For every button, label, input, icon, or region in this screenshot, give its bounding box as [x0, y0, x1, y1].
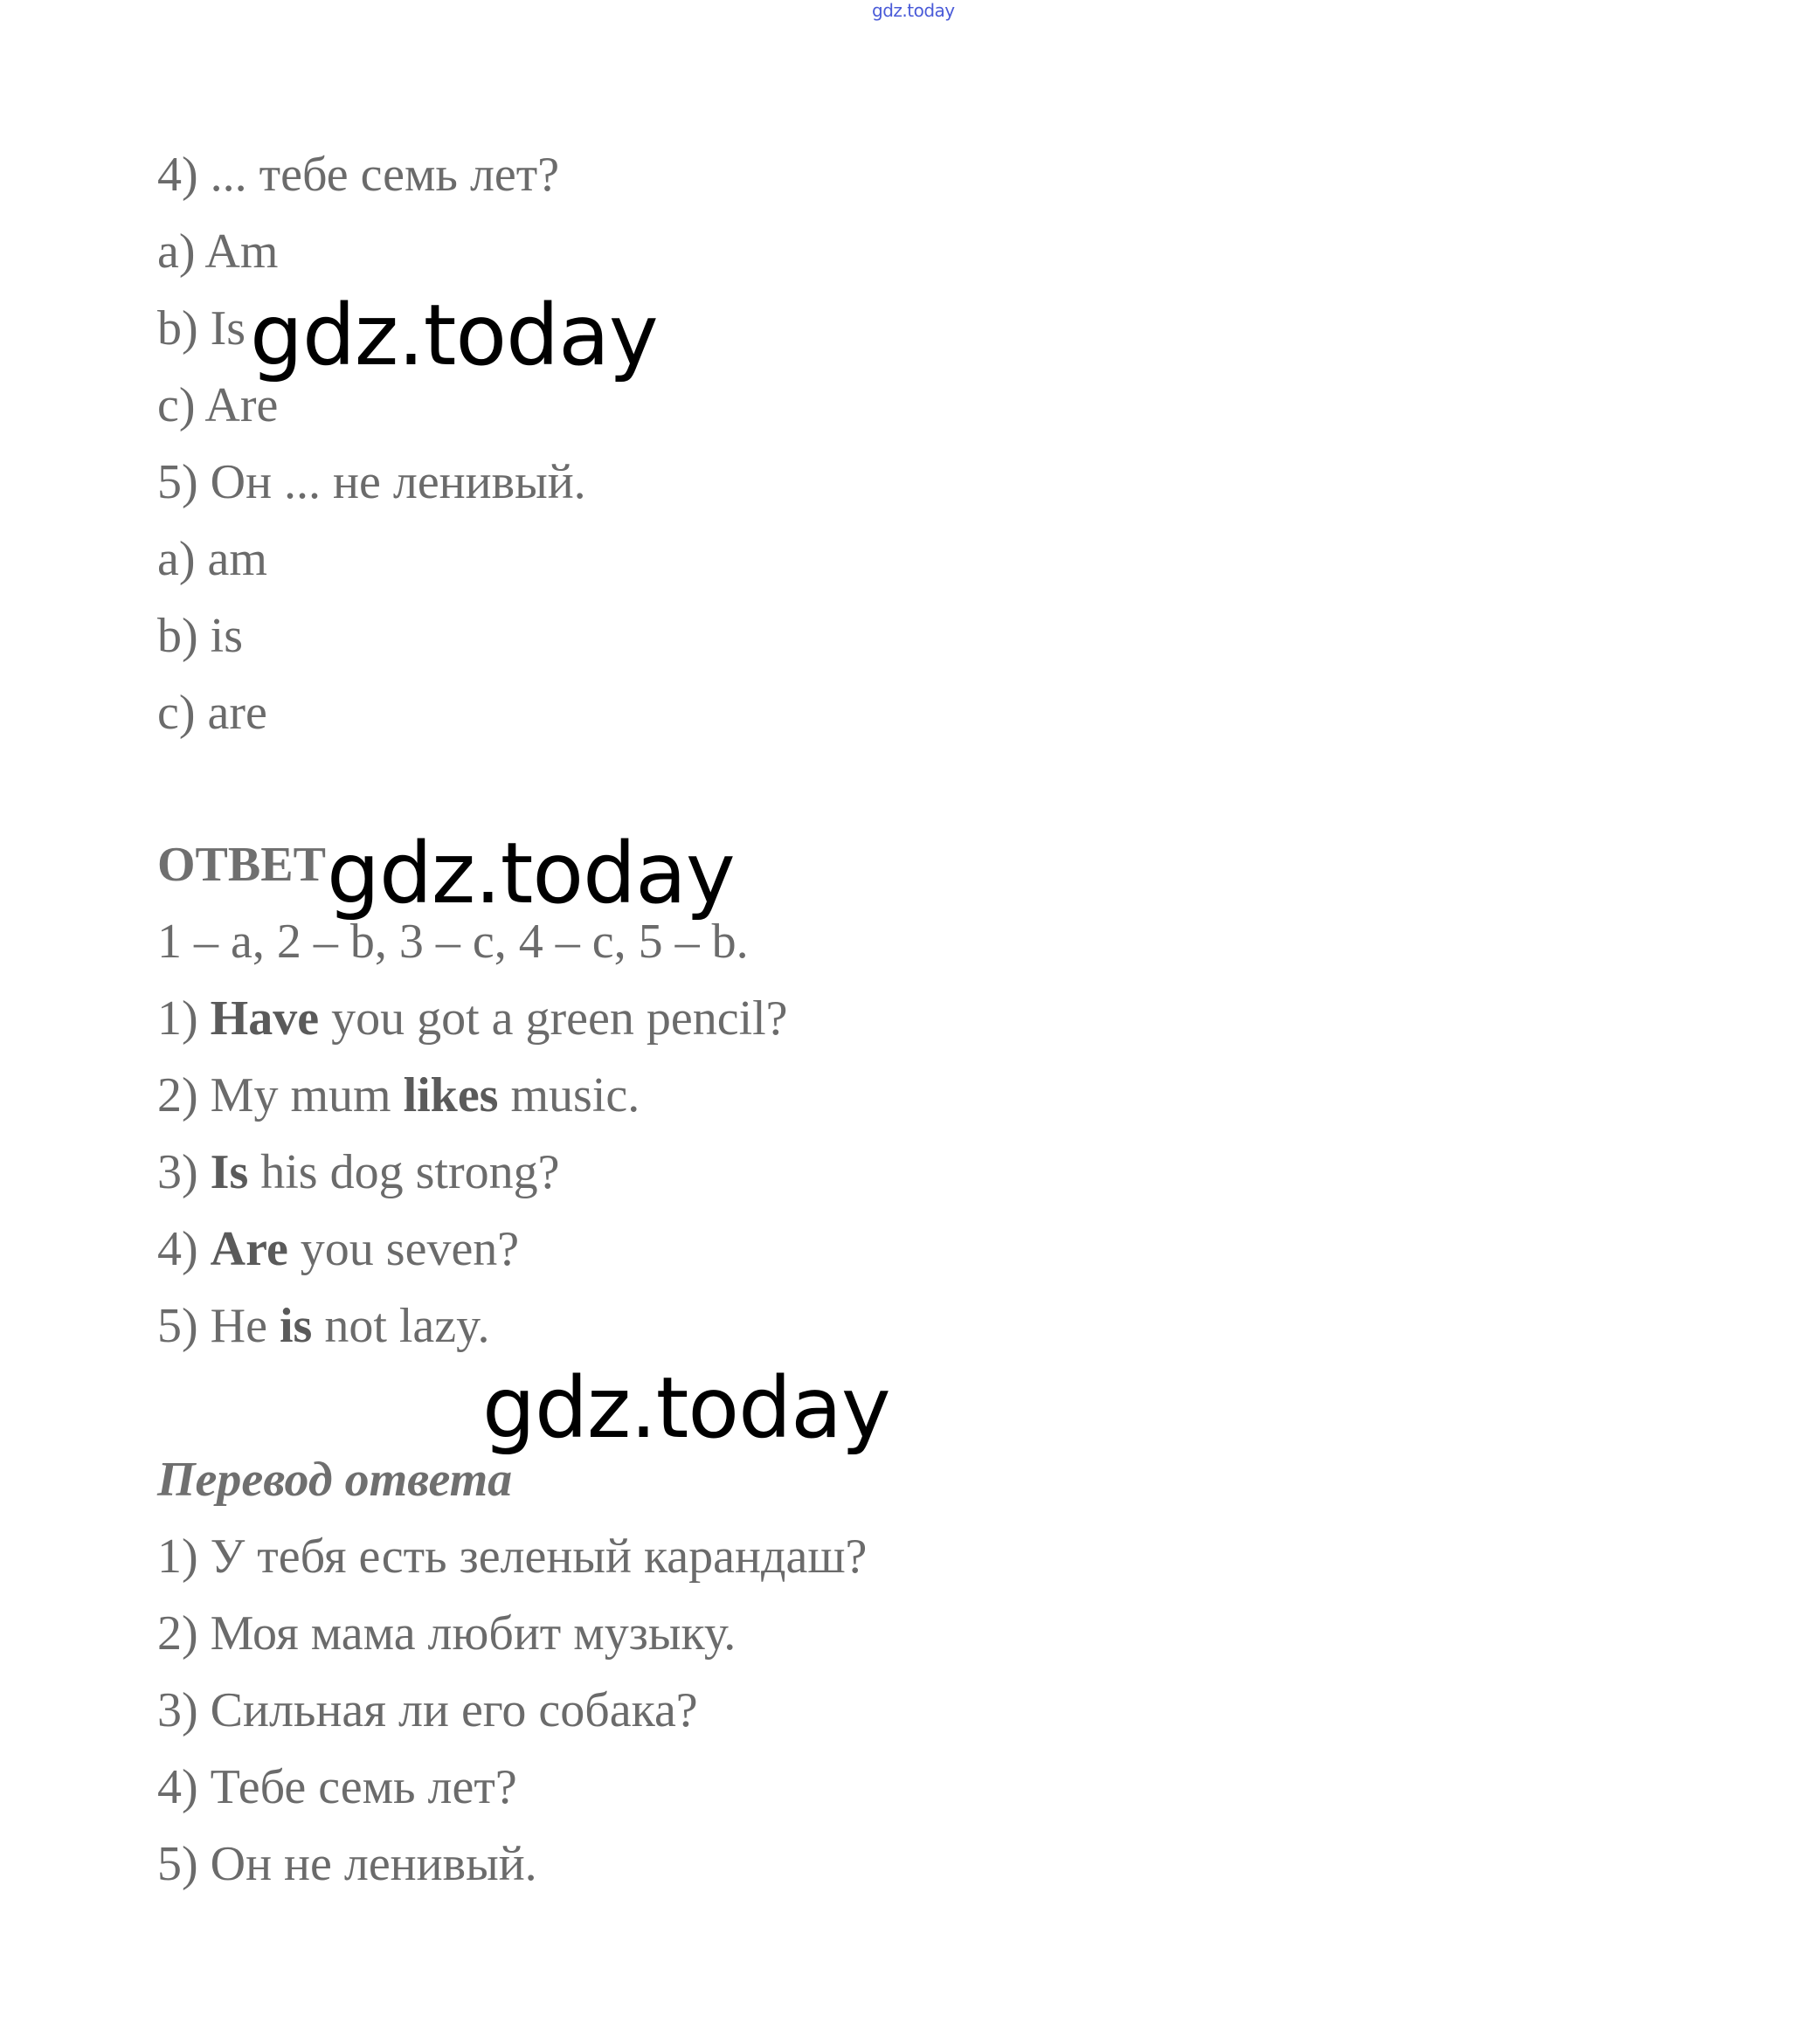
answer-verb-3: Is [210, 1145, 249, 1199]
site-watermark-top: gdz.today [872, 0, 955, 21]
translation-line-3: 3) Сильная ли его собака? [157, 1683, 698, 1737]
question-4-option-b: b) Is [157, 301, 246, 356]
question-4-option-a: a) Am [157, 224, 279, 279]
answer-key: 1 – a, 2 – b, 3 – c, 4 – c, 5 – b. [157, 915, 749, 969]
translation-line-1: 1) У тебя есть зеленый карандаш? [157, 1530, 868, 1584]
translation-line-2: 2) Моя мама любит музыку. [157, 1606, 737, 1661]
answer-sentence-4: 4) Are you seven? [157, 1222, 520, 1276]
question-5-option-b: b) is [157, 609, 243, 663]
question-5-option-c: c) are [157, 686, 267, 740]
answer-sentence-5: 5) He is not lazy. [157, 1299, 490, 1353]
answer-sentence-3: 3) Is his dog strong? [157, 1145, 560, 1199]
answer-verb-4: Are [210, 1222, 288, 1276]
question-4-prompt: 4) ... тебе семь лет? [157, 148, 560, 202]
watermark-1: gdz.today [250, 287, 658, 384]
question-5-prompt: 5) Он ... не ленивый. [157, 455, 586, 509]
question-5-option-a: a) am [157, 532, 267, 586]
question-4-option-c: c) Are [157, 378, 279, 432]
watermark-3: gdz.today [482, 1359, 890, 1457]
answer-sentence-1: 1) Have you got a green pencil? [157, 991, 788, 1046]
watermark-2: gdz.today [327, 825, 735, 922]
answer-sentence-2: 2) My mum likes music. [157, 1068, 640, 1122]
translation-heading: Перевод ответа [157, 1453, 513, 1507]
answer-heading: ОТВЕТ [157, 838, 326, 892]
translation-line-5: 5) Он не ленивый. [157, 1837, 537, 1891]
answer-verb-1: Have [210, 991, 320, 1046]
translation-line-4: 4) Тебе семь лет? [157, 1760, 517, 1814]
answer-verb-5: is [279, 1299, 313, 1353]
answer-verb-2: likes [403, 1068, 499, 1122]
